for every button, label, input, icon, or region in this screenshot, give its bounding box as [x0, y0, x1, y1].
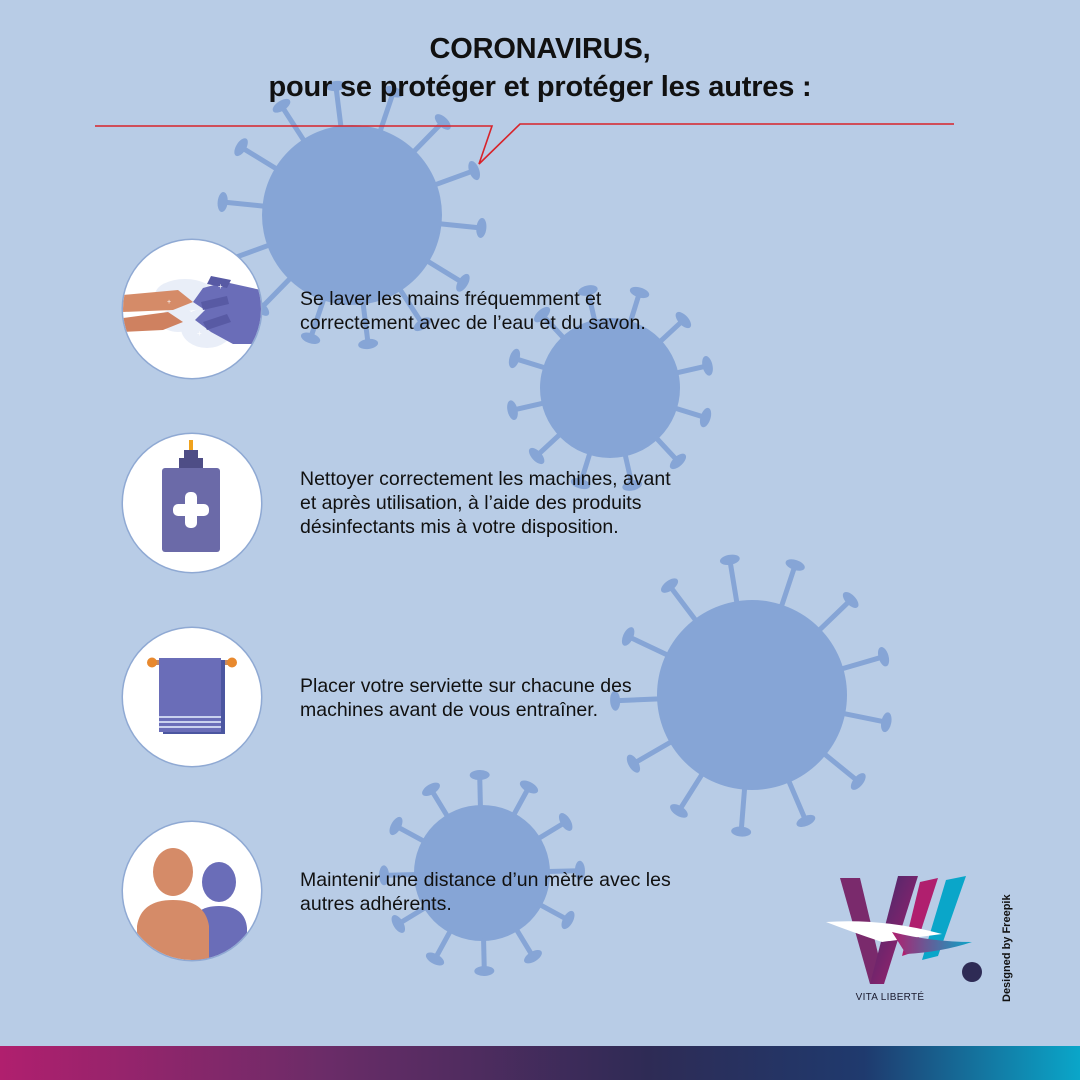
title-line-1: CORONAVIRUS, — [429, 33, 651, 65]
title-line-2: pour se protéger et protéger les autres : — [268, 71, 812, 103]
tip-1-line-2: correctement avec de l’eau et du savon. — [300, 312, 646, 334]
freepik-credit: Designed by Freepik — [1001, 894, 1013, 1002]
tip-3-text — [300, 674, 770, 722]
towel-icon — [123, 628, 261, 766]
people-distance-icon — [123, 822, 261, 960]
brand-name: VITA LIBERTÉ — [855, 992, 925, 1003]
tip-2-text — [300, 467, 770, 539]
tip-1-line-1: Se laver les mains fréquemment et — [300, 288, 602, 310]
tip-3-line-1: Placer votre serviette sur chacune des — [300, 675, 632, 697]
tip-2-line-3: désinfectants mis à votre disposition. — [300, 516, 619, 538]
tip-4-text — [300, 868, 770, 916]
svg-text:+: + — [167, 299, 172, 306]
tip-4-line-2: autres adhérents. — [300, 893, 452, 915]
tip-3-line-2: machines avant de vous entraîner. — [300, 699, 599, 721]
title-underline-bubble — [0, 0, 1080, 200]
tip-1-text — [300, 287, 770, 335]
svg-text:+: + — [218, 282, 223, 291]
sanitizer-bottle-icon — [123, 434, 261, 572]
bottom-gradient-bar — [0, 1046, 1080, 1080]
tip-2-line-1: Nettoyer correctement les machines, avant — [300, 468, 671, 490]
vita-liberte-logo-icon — [822, 872, 992, 992]
svg-text:+: + — [197, 329, 202, 338]
tip-4-line-1: Maintenir une distance d’un mètre avec les — [300, 869, 671, 891]
hand-washing-icon — [123, 240, 261, 378]
tip-2-line-2: et après utilisation, à l’aide des produits — [300, 492, 642, 514]
